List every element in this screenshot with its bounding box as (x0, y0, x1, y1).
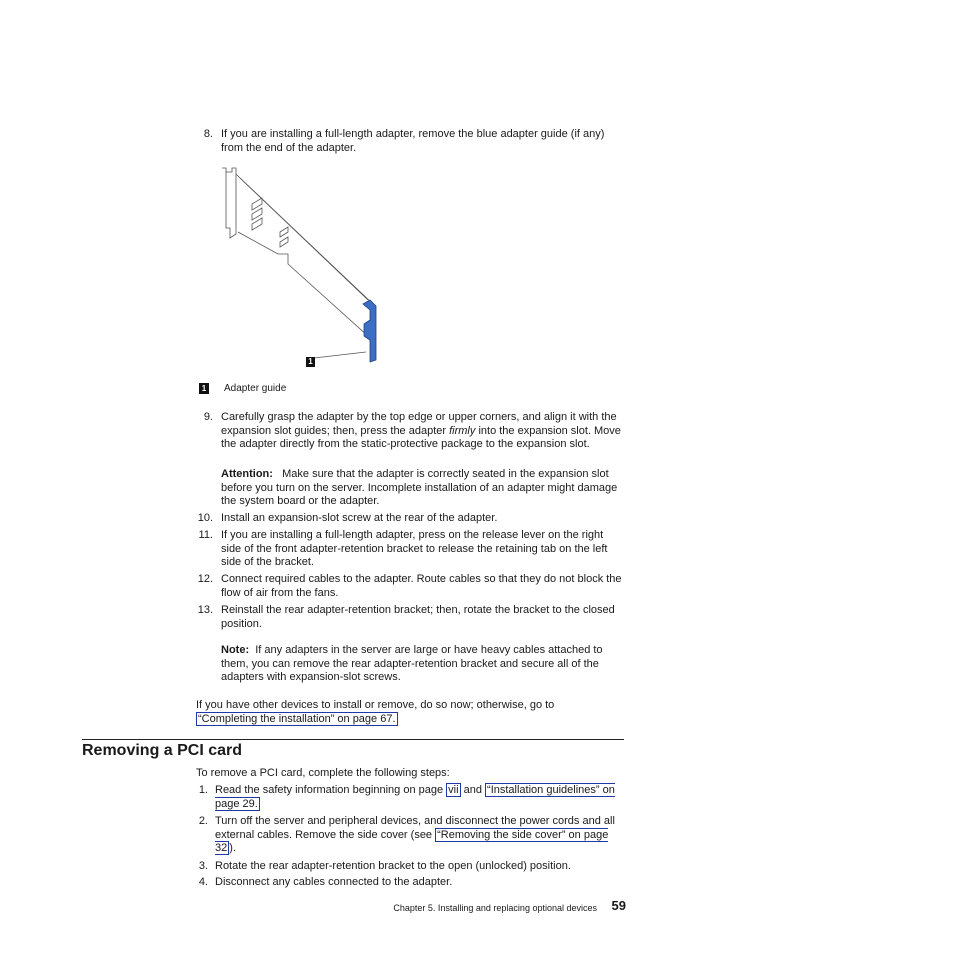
step-text: Turn off the server and peripheral devices, and disconnect the power cords and all external cables. Remove the side cover (see “Removing the side cover” on page 32 ). (215, 815, 615, 854)
callout-marker: 1 (306, 357, 315, 367)
step-text: Rotate the rear adapter-retention bracket to the open (unlocked) position. (215, 860, 571, 872)
step-number: 12. (197, 573, 213, 585)
step-text: Read the safety information beginning on page vii and “Installation guidelines” on page 29. (215, 784, 615, 810)
step-text: If you are installing a full-length adapter, remove the blue adapter guide (if any) from the end of the adapter. (221, 128, 605, 154)
step-number: 1. (198, 784, 208, 796)
removing-side-cover-link[interactable]: “Removing the side cover” on page 32 (215, 828, 609, 854)
page-number: 59 (611, 898, 626, 913)
legend-marker: 1 (199, 383, 209, 394)
step-number: 8. (203, 128, 213, 140)
other-devices-paragraph: If you have other devices to install or remove, do so now; otherwise, go to “Completing the installation” on page 67. (196, 699, 555, 725)
section-intro: To remove a PCI card, complete the following steps: (196, 767, 450, 779)
step-number: 9. (203, 411, 213, 423)
adapter-guide (363, 300, 376, 362)
footer-chapter: Chapter 5. Installing and replacing optional devices (393, 903, 597, 913)
step-number: 2. (198, 815, 208, 827)
step-text: Reinstall the rear adapter-retention bracket; then, rotate the bracket to the closed position. (221, 604, 615, 630)
step-number: 11. (198, 529, 213, 541)
note: Note: If any adapters in the server are large or have heavy cables attached to them, you can remove the rear adapter-retention bracket and secure all of the adapters with expansion-slot screws. (221, 644, 603, 683)
step-text: Carefully grasp the adapter by the top edge or upper corners, and align it with the expansion slot guides; then, press the adapter firmly into the expansion slot. Move the adapter directly from the static-protective package to the expansion slot. (221, 411, 621, 450)
installation-guidelines-link[interactable]: “Installation guidelines” on page 29. (215, 784, 615, 810)
page-vii-link[interactable]: vii (448, 784, 459, 796)
step-number: 13. (197, 604, 213, 616)
section-title: Removing a PCI card (82, 742, 243, 759)
attention-notice: Attention: Make sure that the adapter is correctly seated in the expansion slot before you turn on the server. Incomplete installation of an adapter might damage the system board or the adapter. (221, 468, 618, 507)
step-number: 3. (198, 860, 208, 872)
section-divider (82, 739, 624, 740)
legend-text: Adapter guide (224, 383, 287, 394)
step-text: Install an expansion-slot screw at the rear of the adapter. (221, 512, 498, 524)
completing-installation-link[interactable]: “Completing the installation” on page 67. (198, 712, 396, 725)
step-number: 4. (198, 876, 208, 888)
step-text: Disconnect any cables connected to the adapter. (215, 876, 453, 888)
step-text: If you are installing a full-length adapter, press on the release lever on the right side of the front adapter-retention bracket to release the retaining tab on the left side of the bracket. (221, 529, 608, 568)
step-text: Connect required cables to the adapter. Route cables so that they do not block the flow of air from the fans. (221, 573, 622, 599)
adapter-illustration (218, 164, 388, 369)
step-number: 10. (197, 512, 213, 524)
